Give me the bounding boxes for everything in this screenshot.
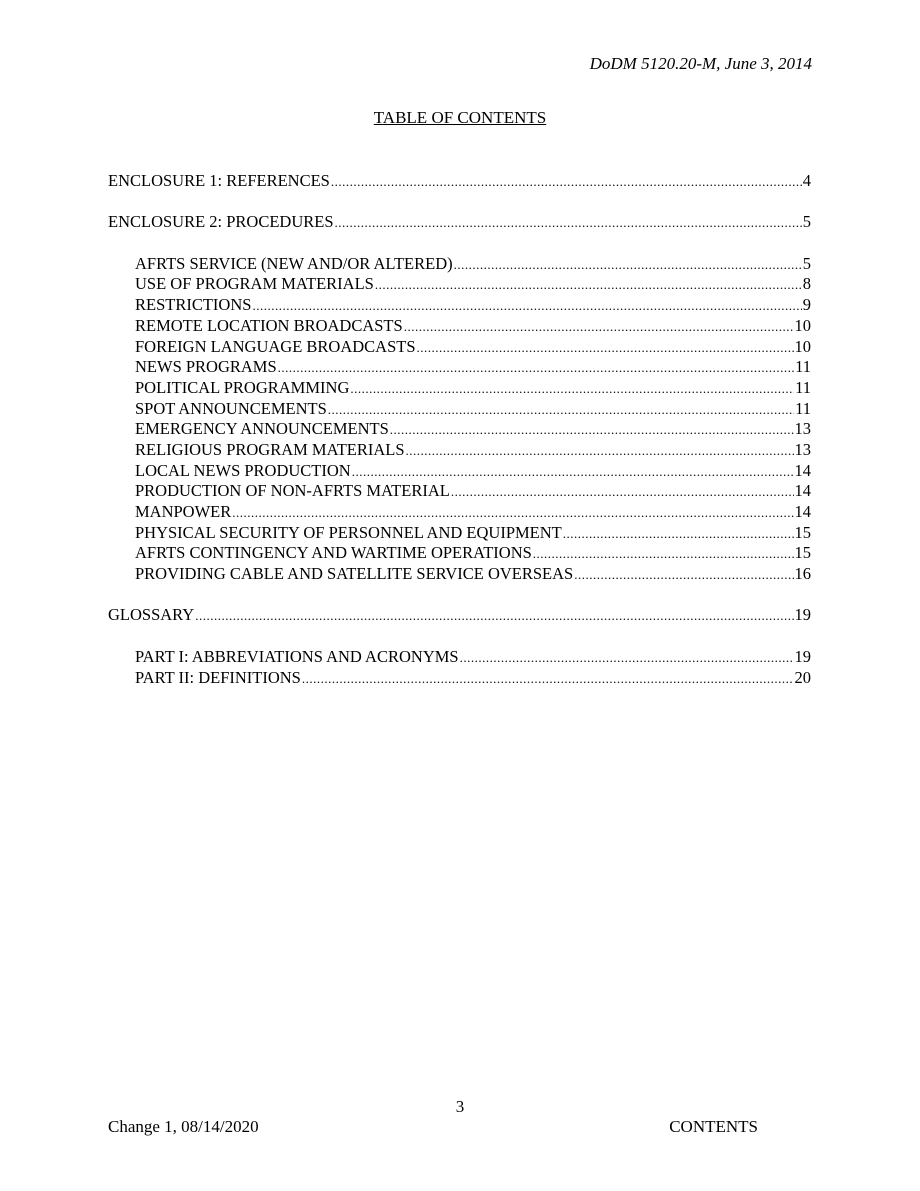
toc-subentry[interactable]	[108, 399, 811, 420]
toc-entry-page: 14	[794, 460, 811, 480]
toc-entry-page: 5	[802, 212, 811, 232]
toc-entry-label: RESTRICTIONS	[135, 295, 252, 315]
page-number: 3	[455, 1097, 465, 1116]
toc-entry-page: 4	[802, 171, 811, 190]
toc-subentry[interactable]	[108, 564, 811, 585]
toc-entry-label: ENCLOSURE 2: PROCEDURES	[108, 212, 334, 232]
toc-subentry[interactable]	[108, 274, 811, 295]
toc-subentry[interactable]	[108, 378, 811, 399]
dot-leader	[331, 171, 802, 193]
toc-subentry[interactable]	[108, 523, 811, 544]
dot-leader	[278, 357, 794, 379]
section-label: CONTENTS	[669, 1117, 758, 1136]
dot-leader	[563, 523, 794, 545]
toc-subentry[interactable]	[108, 254, 811, 275]
toc-entry-enclosure-1[interactable]	[108, 171, 811, 192]
toc-entry-label: PHYSICAL SECURITY OF PERSONNEL AND EQUIPMENT	[135, 522, 562, 542]
toc-entry-label: PROVIDING CABLE AND SATELLITE SERVICE OVERSEAS	[135, 564, 574, 584]
toc-entry-page: 5	[802, 253, 811, 273]
toc-subentry[interactable]	[108, 357, 811, 378]
toc-subentry[interactable]	[108, 337, 811, 358]
dot-leader	[451, 481, 794, 503]
toc-entry-glossary[interactable]	[108, 605, 811, 626]
toc-entry-label: FOREIGN LANGUAGE BROADCASTS	[135, 336, 416, 356]
toc-subentry[interactable]	[108, 481, 811, 502]
toc-entry-label: MANPOWER	[135, 502, 232, 521]
dot-leader	[302, 668, 794, 690]
toc-entry-label: NEWS PROGRAMS	[135, 357, 277, 377]
dot-leader	[328, 399, 794, 421]
toc-entry-label: REMOTE LOCATION BROADCASTS	[135, 315, 403, 335]
dot-leader	[406, 440, 794, 462]
table-of-contents	[108, 171, 811, 688]
toc-subentry[interactable]	[108, 295, 811, 316]
toc-entry-page: 19	[794, 646, 811, 666]
toc-subentry[interactable]	[108, 502, 811, 523]
toc-entry-page: 13	[794, 419, 811, 439]
toc-entry-page: 15	[794, 522, 811, 542]
dot-leader	[232, 502, 793, 524]
dot-leader	[352, 461, 794, 483]
toc-entry-page: 14	[794, 502, 811, 521]
dot-leader	[404, 316, 794, 338]
toc-subentry[interactable]	[108, 543, 811, 564]
toc-entry-label: GLOSSARY	[108, 605, 195, 625]
toc-entry-label: PRODUCTION OF NON-AFRTS MATERIAL	[135, 481, 450, 501]
toc-entry-label: RELIGIOUS PROGRAM MATERIALS	[135, 439, 405, 459]
toc-entry-page: 11	[795, 398, 811, 418]
toc-entry-label: USE OF PROGRAM MATERIALS	[135, 274, 374, 294]
toc-subentry[interactable]	[108, 440, 811, 461]
dot-leader	[375, 274, 802, 296]
dot-leader	[417, 337, 794, 359]
toc-entry-label: AFRTS CONTINGENCY AND WARTIME OPERATIONS	[135, 543, 532, 563]
dot-leader	[195, 605, 793, 627]
toc-title: TABLE OF CONTENTS	[373, 108, 547, 127]
toc-entry-page: 10	[794, 315, 811, 335]
toc-entry-page: 8	[802, 274, 811, 294]
toc-entry-label: PART II: DEFINITIONS	[135, 667, 301, 687]
dot-leader	[574, 564, 793, 586]
toc-entry-page: 16	[794, 564, 811, 584]
toc-entry-page: 11	[795, 357, 811, 377]
toc-subentry[interactable]	[108, 419, 811, 440]
toc-entry-page: 14	[794, 481, 811, 501]
dot-leader	[454, 254, 802, 276]
toc-entry-page: 19	[794, 605, 811, 625]
dot-leader	[460, 647, 794, 669]
toc-entry-label: EMERGENCY ANNOUNCEMENTS	[135, 419, 389, 439]
toc-entry-page: 11	[795, 377, 811, 397]
toc-entry-page: 15	[794, 543, 811, 563]
toc-entry-enclosure-2[interactable]	[108, 212, 811, 233]
dot-leader	[390, 419, 794, 441]
toc-entry-label: AFRTS SERVICE (NEW AND/OR ALTERED)	[135, 253, 453, 273]
toc-subentry[interactable]	[108, 647, 811, 668]
toc-subentry[interactable]	[108, 668, 811, 689]
dot-leader	[252, 295, 801, 317]
toc-entry-label: ENCLOSURE 1: REFERENCES	[108, 171, 330, 190]
dot-leader	[350, 378, 794, 400]
toc-entry-page: 13	[794, 439, 811, 459]
toc-entry-page: 20	[794, 667, 811, 687]
toc-entry-label: LOCAL NEWS PRODUCTION	[135, 460, 351, 480]
document-header: DoDM 5120.20-M, June 3, 2014	[589, 54, 812, 73]
toc-entry-page: 9	[802, 295, 811, 315]
toc-entry-page: 10	[794, 336, 811, 356]
toc-subentry[interactable]	[108, 461, 811, 482]
toc-entry-label: POLITICAL PROGRAMMING	[135, 377, 350, 397]
dot-leader	[335, 212, 802, 234]
toc-subentry[interactable]	[108, 316, 811, 337]
dot-leader	[533, 543, 794, 565]
toc-entry-label: PART I: ABBREVIATIONS AND ACRONYMS	[135, 646, 459, 666]
toc-entry-label: SPOT ANNOUNCEMENTS	[135, 398, 327, 418]
change-notice: Change 1, 08/14/2020	[108, 1117, 259, 1136]
